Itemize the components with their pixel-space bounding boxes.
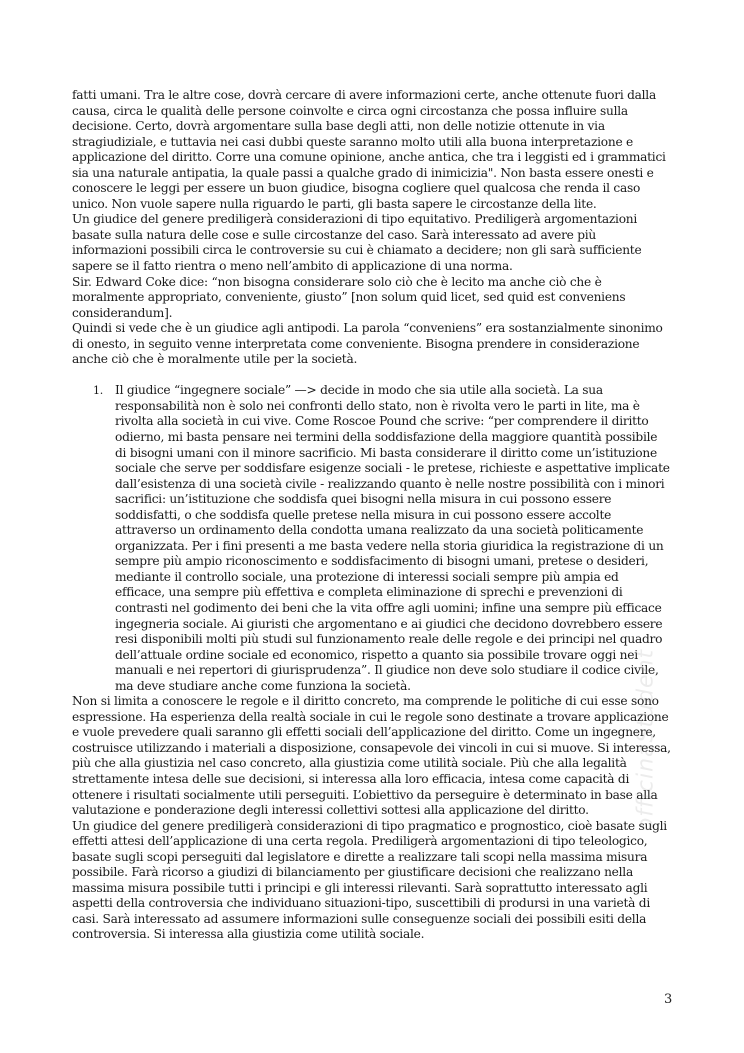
list-item [93, 383, 672, 694]
paragraph: fatti umani. Tra le altre cose, dovrà cercare di avere informazioni certe, anche ottenute fuori dalla causa, circa le qualità delle persone coinvolte e circa ogni circostanza che possa influire sulla decisione. Certo, dovrà argomentare sulla base degli atti, non delle notizie ottenute in via stragiudiziale, e tuttavia nei casi dubbi queste saranno molto utili alla buona interpretazione e applicazione del diritto. Corre una comune opinione, anche antica, che tra i leggisti ed i grammatici sia una naturale antipatia, la quale passi a qualche grado di inimicizia". Non basta essere onesti e conoscere le leggi per essere un buon giudice, bisogna cogliere quel qualcosa che renda il caso unico. Non vuole sapere nulla riguardo le parti, gli basta sapere le circostanze della lite. [72, 88, 666, 211]
paragraph: Sir. Edward Coke dice: “non bisogna considerare solo ciò che è lecito ma anche ciò che è moralmente appropriato, conveniente, giusto” [non solum quid licet, sed quid est conveniens considerandum]. [72, 274, 626, 320]
list-number: 1. [93, 384, 103, 398]
numbered-list [72, 383, 672, 694]
paragraph: Un giudice del genere prediligerà considerazioni di tipo pragmatico e prognostico, cioè basate sugli effetti attesi dell’applicazione di una certa regola. Prediligerà argomentazioni di tipo teleologico, basate sugli scopi perseguiti dal legislatore e dirette a realizzare tali scopi nella massima misura possibile. Farà ricorso a giudizi di bilanciamento per giustificare decisioni che realizzano nella massima misura possibile tutti i principi e gli interessi rilevanti. Sarà soprattutto interessato agli aspetti della controversia che individuano situazioni-tipo, suscettibili di prodursi in una varietà di casi. Sarà interessato ad assumere informazioni sulle conseguenze sociali dei possibili esiti della controversia. Si interessa alla giustizia come utilità sociale. [72, 818, 667, 942]
watermark: officinaStudent [633, 648, 659, 832]
list-item-text: Il giudice “ingegnere sociale” —> decide in modo che sia utile alla società. La sua responsabilità non è solo nei confronti dello stato, non è rivolta vero le parti in lite, ma è rivolta alla società in cui vive. Come Roscoe Pound che scrive: “per comprendere il diritto odierno, mi basta pensare nei termini della soddisfazione della maggiore quantità possibile di bisogni umani con il minore sacrificio. Mi basta considerare il diritto come un’istituzione sociale che serve per soddisfare esigenze sociali - le pretese, richieste e aspettative implicate dall’esistenza di una società civile - realizzando quanto è nelle nostre possibilità con i minori sacrifici: un’istituzione che soddisfa quei bisogni nella misura in cui possono essere soddisfatti, o che soddisfa quelle pretese nella misura in cui possono essere accolte attraverso un ordinamento della condotta umana realizzato da una società politicamente organizzata. Per i fini presenti a me basta vedere nella storia giuridica la registrazione di un sempre più ampio riconoscimento e soddisfacimento di bisogni umani, pretese o desideri, mediante il controllo sociale, una protezione di interessi sociali sempre più ampia ed efficace, una sempre più effettiva e completa eliminazione di sprechi e prevenzioni di contrasti nel godimento dei beni che la vita offre agli uomini; infine una sempre più efficace ingegneria sociale. Ai giuristi che argomentano e ai giudici che decidono dovrebbero essere resi disponibili molti più studi sul funzionamento reale delle regole e dei principi nel quadro dell’attuale ordine sociale ed economico, rispetto a quanto sia possibile trovare oggi nei manuali e nei repertori di giurisprudenza”. Il giudice non deve solo studiare il codice civile, ma deve studiare anche come funziona la società. [115, 383, 670, 693]
page-number: 3 [664, 992, 673, 1007]
paragraph: Non si limita a conoscere le regole e il diritto concreto, ma comprende le politiche di cui esse sono espressione. Ha esperienza della realtà sociale in cui le regole sono destinate a trovare applicazione e vuole prevedere quali saranno gli effetti sociali dell’applicazione del diritto. Come un ingegnere, costruisce utilizzando i materiali a disposizione, consapevole dei vincoli in cui si muove. Si interessa, più che alla giustizia nel caso concreto, alla giustizia come utilità sociale. Più che alla legalità strettamente intesa delle sue decisioni, si interessa alla loro efficacia, intesa come capacità di ottenere i risultati socialmente utili perseguiti. L’obiettivo da perseguire è determinato in base alla valutazione e ponderazione degli interessi collettivi sottesi alla applicazione del diritto. [72, 694, 671, 818]
paragraph: Quindi si vede che è un giudice agli antipodi. La parola “conveniens” era sostanzialmente sinonimo di onesto, in seguito venne interpretata come conveniente. Bisogna prendere in considerazione anche ciò che è moralmente utile per la società. [72, 321, 663, 367]
page-body [72, 88, 672, 943]
paragraph: Un giudice del genere prediligerà considerazioni di tipo equitativo. Prediligerà argomentazioni basate sulla natura delle cose e sulle circostanze del caso. Sarà interessato ad avere più informazioni possibili circa le controversie su cui è chiamato a decidere; non gli sarà sufficiente sapere se il fatto rientra o meno nell’ambito di applicazione di una norma. [72, 212, 642, 274]
paragraph-spacer [72, 368, 672, 384]
